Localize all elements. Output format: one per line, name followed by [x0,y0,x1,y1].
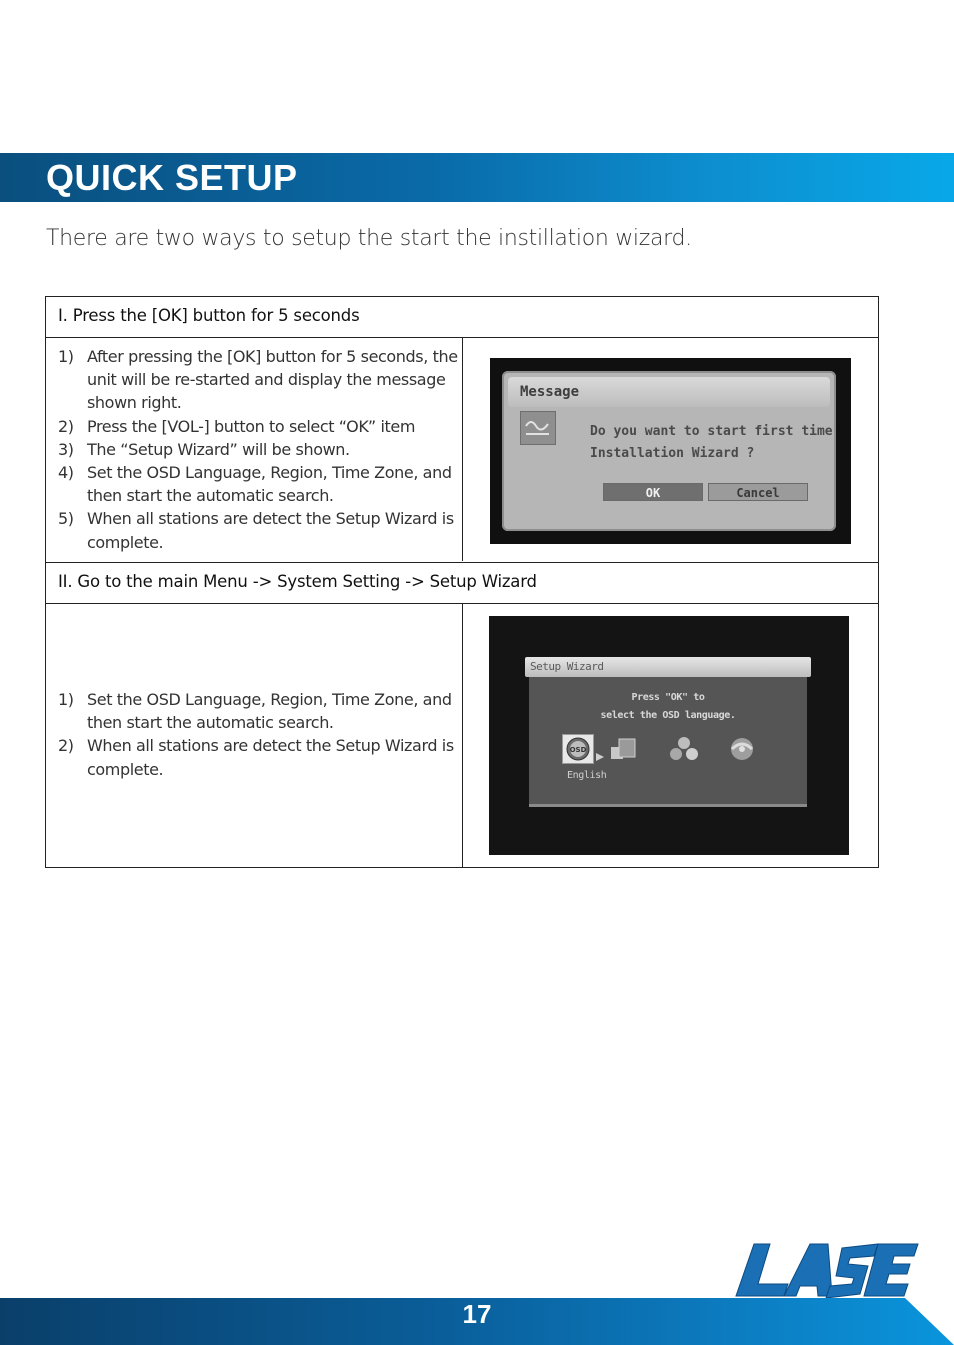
wizard-message: Press "OK" to select the OSD language. [600,692,736,721]
section-banner [0,153,954,202]
section-1-steps-cell [46,338,463,561]
dialog-message: Do you want to start first time Installation Wizard ? [590,424,833,461]
time-zone-icon [668,735,700,767]
setup-wizard-screenshot [489,616,849,855]
wizard-title-bar [525,657,811,677]
language-label: English [567,770,607,781]
dialog-title: Message [520,384,580,400]
step-item: 2) Press the [VOL-] button to select “OK” item [58,416,416,436]
section-2-screenshot-cell [463,603,878,867]
dialog-cancel-button: Cancel [708,483,808,501]
step-item: 4) Set the OSD Language, Region, Time Zone, and then start the automatic search. [58,463,452,506]
section-2-heading: II. Go to the main Menu -> System Setting -> Setup Wizard [58,572,537,591]
section-1-screenshot-cell [463,338,878,561]
region-icon [609,735,639,767]
section-2-header [46,562,878,604]
section-1-header [46,297,878,338]
message-icon [520,411,556,445]
step-item: 2) When all stations are detect the Setup Wizard is complete. [58,736,454,779]
section-2-steps-cell [46,603,463,867]
page-title: QUICK SETUP [46,157,298,198]
satellite-search-icon [726,735,758,767]
intro-text: There are two ways to setup the start the instillation wizard. [46,226,692,251]
section-2-steps [58,688,458,781]
dialog-header [508,377,830,407]
message-dialog [502,371,836,531]
step-item: 1) After pressing the [OK] button for 5 seconds, the unit will be re-started and display the message shown right. [58,347,458,413]
osd-badge-label: OSD [569,746,587,754]
step-item: 5) When all stations are detect the Setup Wizard is complete. [58,509,454,552]
instruction-table [45,296,879,868]
step-item: 3) The “Setup Wizard” will be shown. [58,439,350,459]
message-dialog-screenshot [490,358,851,544]
dialog-ok-button: OK [603,483,703,501]
arrow-right-icon [596,746,604,765]
section-1-heading: I. Press the [OK] button for 5 seconds [58,306,360,325]
page-number: 17 [462,1299,492,1329]
wizard-panel [529,677,807,807]
step-item: 1) Set the OSD Language, Region, Time Zone, and then start the automatic search. [58,690,452,733]
osd-language-icon [562,734,594,768]
section-1-steps [58,345,458,554]
wizard-title: Setup Wizard [530,660,604,673]
